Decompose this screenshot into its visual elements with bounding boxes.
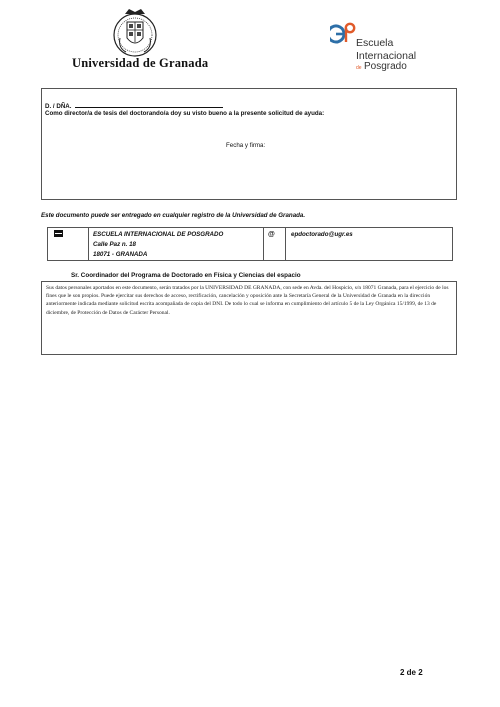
delivery-note: Este documento puede ser entregado en cualquier registro de la Universidad de Granada. [41,212,306,219]
university-seal-logo [112,8,158,58]
director-consent-text: Como director/a de tesis del doctorando/a doy su visto bueno a la presente solicitud de ayuda: [45,110,325,117]
director-name-blank[interactable] [75,101,223,108]
table-divider [285,227,286,261]
eip-logo-icon [330,22,356,46]
address-line2: Calle Paz n. 18 [93,241,136,248]
page-number: 2 de 2 [400,668,423,677]
school-name-prefix: de [356,65,362,71]
university-name: Universidad de Granada [72,56,209,70]
address-line1: ESCUELA INTERNACIONAL DE POSGRADO [93,231,224,238]
school-name-line3: Posgrado [364,61,407,72]
school-name-line2: Internacional [356,50,417,62]
privacy-notice-text: Sus datos personales aportados en este documento, serán tratados por la UNIVERSIDAD DE GRANADA, con sede en Avda. del Hospicio, s/n 18071 Granada, para el ejercicio de los fines que le son propios. Puede ejercitar sus derechos de acceso, rectificación, cancelación y oposición ante la Secretaría General de la Universidad de Granada en la dirección anteriormente indicada mediante solicitud escrita acompañada de copia del DNI. De todo lo cual se informa en cumplimiento del artículo 5 de la Ley Orgánica 15/1999, de 13 de diciembre, de Protección de Datos de Carácter Personal. [46,285,449,316]
signature-label: Fecha y firma: [226,142,266,149]
privacy-notice-box [41,281,457,355]
at-icon: @ [268,231,275,238]
table-divider [88,227,89,261]
school-name-line1: Escuela [356,37,394,49]
table-divider [263,227,264,261]
director-label: D. / DÑA. [45,103,72,110]
mail-icon [54,230,63,237]
coordinator-heading: Sr. Coordinador del Programa de Doctorado en Física y Ciencias del espacio [71,272,301,279]
email-link[interactable]: epdoctorado@ugr.es [291,231,353,238]
address-line3: 18071 - GRANADA [93,251,148,258]
director-name-row [45,101,223,110]
